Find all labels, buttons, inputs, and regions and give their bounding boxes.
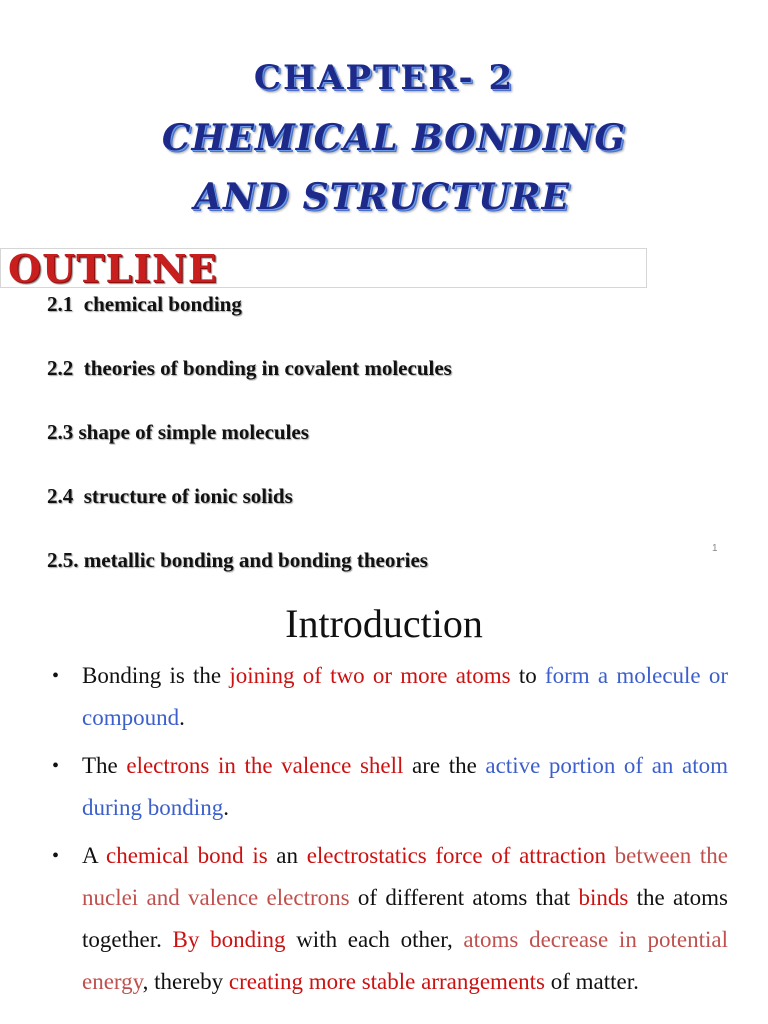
- bullet-text: Bonding is the: [82, 663, 230, 688]
- highlight-text: chemical bond is: [106, 843, 268, 868]
- bullet-chemical-bond: [48, 835, 728, 1003]
- bullet-text: of different atoms that: [349, 885, 579, 910]
- introduction-title: Introduction: [285, 601, 483, 646]
- bullet-text: are the: [403, 753, 486, 778]
- bullet-valence-electrons: [48, 745, 728, 829]
- chapter-heading: CHAPTER- 2: [253, 58, 515, 98]
- highlight-text: active portion of an atom during bonding: [82, 753, 728, 820]
- chapter-title-line1: CHEMICAL BONDING: [161, 117, 627, 159]
- chapter-title-line2: AND STRUCTURE: [194, 176, 570, 218]
- bullet-text: the atoms together.: [82, 885, 728, 952]
- bullet-text: The: [82, 753, 127, 778]
- highlight-text: By bonding: [172, 927, 286, 952]
- bullet-text: .: [179, 705, 185, 730]
- highlight-text: atoms decrease in potential energy: [82, 927, 728, 994]
- outline-item: 2.1 chemical bonding: [47, 292, 242, 316]
- highlight-text: form a molecule or compound: [82, 663, 729, 730]
- outline-item: 2.4 structure of ionic solids: [47, 484, 293, 508]
- introduction-bullets: [48, 655, 728, 1009]
- bullet-text: .: [223, 795, 229, 820]
- highlight-text: between the nuclei and valence electrons: [82, 843, 728, 910]
- outline-item: 2.5. metallic bonding and bonding theories: [47, 548, 428, 572]
- bullet-text: of matter.: [545, 969, 639, 994]
- bullet-text: with each other,: [285, 927, 464, 952]
- bullet-text: an: [267, 843, 307, 868]
- outline-heading: OUTLINE: [8, 246, 218, 291]
- bullet-text: , thereby: [142, 969, 229, 994]
- highlight-text: joining of two or more atoms: [229, 663, 511, 688]
- bullet-text: [606, 843, 615, 868]
- outline-item: 2.2 theories of bonding in covalent molecules: [47, 356, 452, 380]
- highlight-text: creating more stable arrangements: [228, 969, 545, 994]
- highlight-text: binds: [578, 885, 629, 910]
- bullet-text: to: [510, 663, 545, 688]
- outline-item: 2.3 shape of simple molecules: [47, 420, 309, 444]
- bullet-bonding-definition: [48, 655, 728, 739]
- highlight-text: electrons in the valence shell: [126, 753, 404, 778]
- slide-number: 1: [712, 543, 718, 554]
- bullet-text: A: [82, 843, 106, 868]
- highlight-text: electrostatics force of attraction: [306, 843, 606, 868]
